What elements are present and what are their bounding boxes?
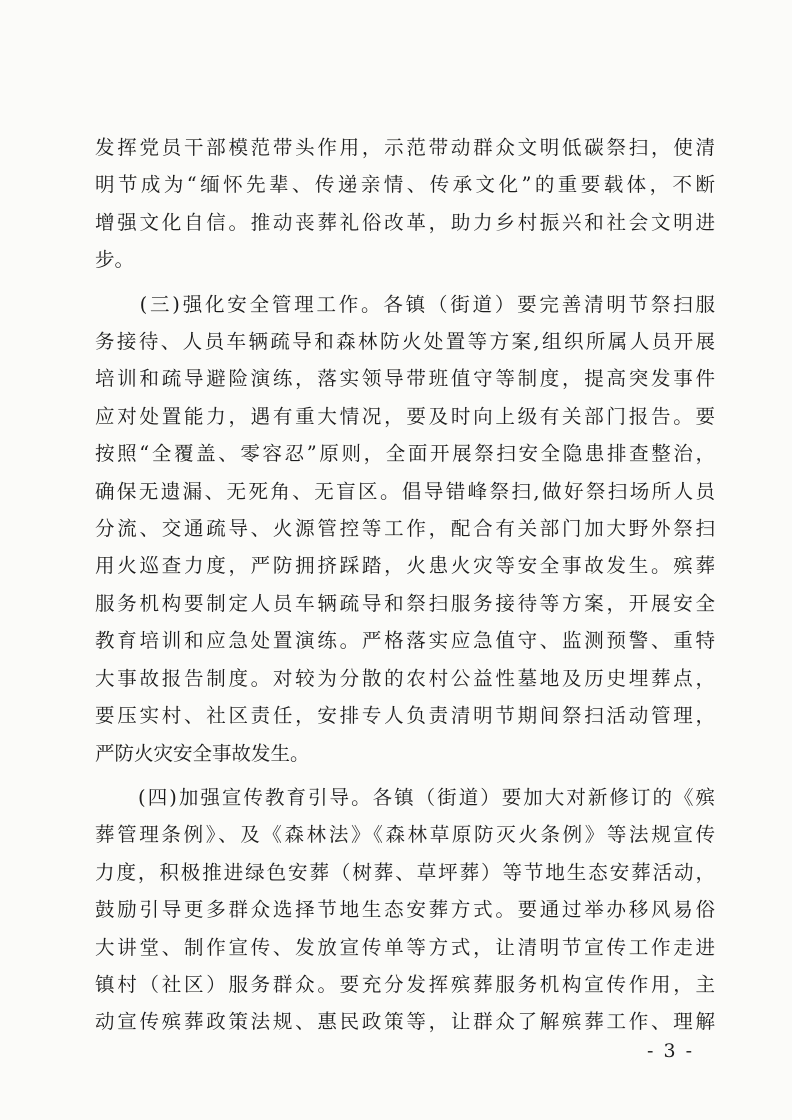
- text-line: 镇村（社区）服务群众。要充分发挥殡葬服务机构宣传作用，主: [95, 972, 715, 996]
- text-line: 严防火灾安全事故发生。: [95, 741, 310, 765]
- text-line: 服务机构要制定人员车辆疏导和祭扫服务接待等方案，开展安全: [95, 591, 715, 615]
- text-line: 大讲堂、制作宣传、发放宣传单等方式，让清明节宣传工作走进: [95, 935, 715, 959]
- paragraph: [95, 779, 715, 1041]
- text-line: (四)加强宣传教育引导。各镇（街道）要加大对新修订的《殡: [95, 785, 715, 809]
- text-line: 明节成为“缅怀先辈、传递亲情、传承文化”的重要载体，不断: [95, 173, 715, 197]
- text-line: 力度，积极推进绿色安葬（树葬、草坪葬）等节地生态安葬活动，: [95, 860, 715, 884]
- text-line: 教育培训和应急处置演练。严格落实应急值守、监测预警、重特: [95, 629, 715, 653]
- text-line: 按照“全覆盖、零容忍”原则，全面开展祭扫安全隐患排查整治，: [95, 442, 715, 466]
- text-line: 大事故报告制度。对较为分散的农村公益性墓地及历史埋葬点，: [95, 666, 715, 690]
- paragraph: [95, 286, 715, 772]
- text-line: 用火巡查力度，严防拥挤踩踏，火患火灾等安全事故发生。殡葬: [95, 554, 715, 578]
- text-line: 鼓励引导更多群众选择节地生态安葬方式。要通过举办移风易俗: [95, 898, 715, 922]
- text-line: 培训和疏导避险演练，落实领导带班值守等制度，提高突发事件: [95, 367, 715, 391]
- text-line: 分流、交通疏导、火源管控等工作，配合有关部门加大野外祭扫: [95, 517, 715, 541]
- text-line: 确保无遗漏、无死角、无盲区。倡导错峰祭扫,做好祭扫场所人员: [95, 479, 715, 503]
- text-line: 动宣传殡葬政策法规、惠民政策等，让群众了解殡葬工作、理解: [95, 1010, 715, 1034]
- text-line: 发挥党员干部模范带头作用，示范带动群众文明低碳祭扫，使清: [95, 136, 715, 159]
- document-body: [95, 129, 715, 1048]
- paragraph: [95, 129, 715, 279]
- text-line: 葬管理条例》、及《森林法》《森林草原防灭火条例》等法规宣传: [95, 823, 715, 847]
- text-line: 步。: [95, 248, 135, 272]
- text-line: 增强文化自信。推动丧葬礼俗改革，助力乡村振兴和社会文明进: [95, 210, 715, 234]
- text-line: 要压实村、社区责任，安排专人负责清明节期间祭扫活动管理，: [95, 704, 715, 728]
- text-line: (三)强化安全管理工作。各镇（街道）要完善清明节祭扫服: [95, 292, 715, 316]
- text-line: 应对处置能力，遇有重大情况，要及时向上级有关部门报告。要: [95, 404, 715, 428]
- text-line: 务接待、人员车辆疏导和森林防火处置等方案,组织所属人员开展: [95, 330, 715, 354]
- page-number: - 3 -: [646, 1040, 694, 1062]
